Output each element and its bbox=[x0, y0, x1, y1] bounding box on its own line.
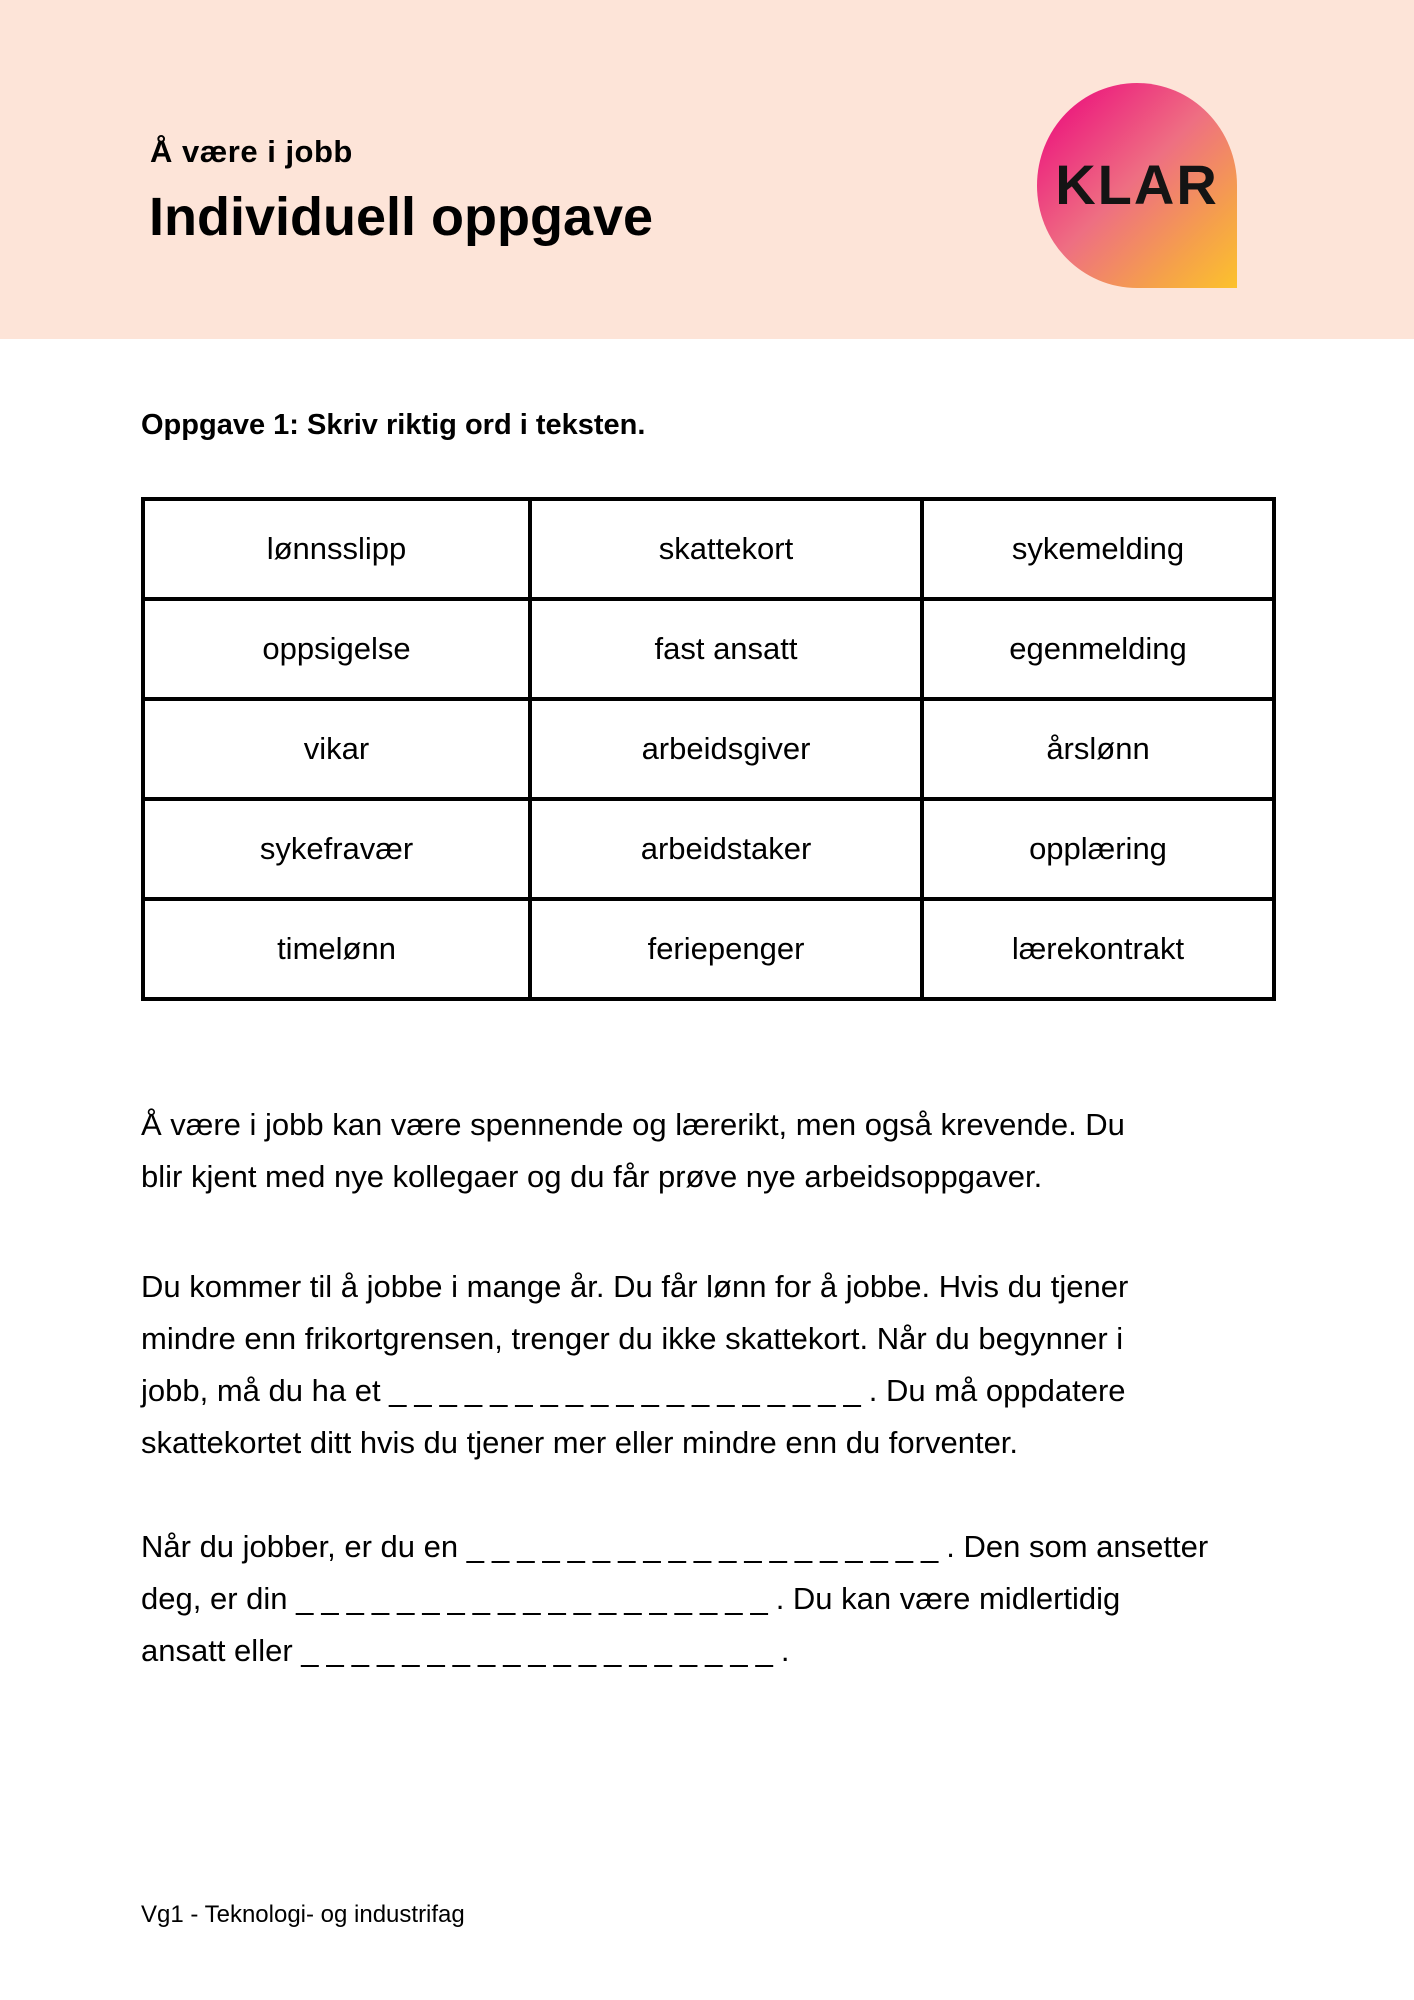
text-segment: . Du må oppdatere bbox=[868, 1373, 1126, 1408]
fill-in-blank: ___________________ bbox=[466, 1529, 947, 1564]
text-segment: Når du jobber, er du en bbox=[141, 1529, 467, 1564]
text-segment: jobb, må du ha et bbox=[141, 1373, 390, 1408]
text-line bbox=[141, 1521, 1391, 1573]
fill-in-blank: ___________________ bbox=[389, 1373, 869, 1408]
word-cell: opplæring bbox=[922, 799, 1274, 899]
text-line: Å være i jobb kan være spennende og lærerikt, men også krevende. Du bbox=[141, 1107, 1125, 1142]
word-cell: årslønn bbox=[922, 699, 1274, 799]
text-line: mindre enn frikortgrensen, trenger du ikke skattekort. Når du begynner i bbox=[141, 1321, 1124, 1356]
word-cell: arbeidsgiver bbox=[530, 699, 922, 799]
fill-in-blank: ___________________ bbox=[296, 1581, 776, 1616]
text-segment: ansatt eller bbox=[141, 1633, 302, 1668]
text-line bbox=[141, 1573, 1391, 1625]
word-cell: sykefravær bbox=[143, 799, 530, 899]
page-title: Individuell oppgave bbox=[149, 187, 654, 247]
word-cell: arbeidstaker bbox=[530, 799, 922, 899]
text-segment: . bbox=[780, 1633, 790, 1668]
table-row bbox=[143, 599, 1274, 699]
text-segment: deg, er din bbox=[141, 1581, 297, 1616]
word-cell: feriepenger bbox=[530, 899, 922, 999]
task-heading: Oppgave 1: Skriv riktig ord i teksten. bbox=[141, 409, 646, 441]
word-cell: lærekontrakt bbox=[922, 899, 1274, 999]
paragraph-3 bbox=[141, 1521, 1391, 1677]
word-bank-table bbox=[141, 497, 1276, 1001]
word-cell: oppsigelse bbox=[143, 599, 530, 699]
text-segment: . Du kan være midlertidig bbox=[775, 1581, 1121, 1616]
text-line bbox=[141, 1625, 1391, 1677]
word-cell: lønnsslipp bbox=[143, 499, 530, 599]
klar-logo-text: KLAR bbox=[1055, 153, 1219, 216]
klar-logo bbox=[1037, 83, 1237, 288]
word-cell: skattekort bbox=[530, 499, 922, 599]
text-line: skattekortet ditt hvis du tjener mer eller mindre enn du forventer. bbox=[141, 1425, 1019, 1460]
text-segment: . Den som ansetter bbox=[946, 1529, 1209, 1564]
table-row bbox=[143, 799, 1274, 899]
course-subtitle: Å være i jobb bbox=[150, 134, 353, 169]
word-cell: sykemelding bbox=[922, 499, 1274, 599]
word-cell: timelønn bbox=[143, 899, 530, 999]
footer-text: Vg1 - Teknologi- og industrifag bbox=[141, 1901, 465, 1928]
fill-in-blank: ___________________ bbox=[301, 1633, 781, 1668]
table-row bbox=[143, 699, 1274, 799]
text-line: blir kjent med nye kollegaer og du får prøve nye arbeidsoppgaver. bbox=[141, 1159, 1043, 1194]
word-cell: egenmelding bbox=[922, 599, 1274, 699]
word-cell: vikar bbox=[143, 699, 530, 799]
text-line bbox=[141, 1365, 1391, 1417]
header-band bbox=[0, 0, 1414, 339]
paragraph-1 bbox=[141, 1099, 1391, 1203]
table-row bbox=[143, 499, 1274, 599]
text-line: Du kommer til å jobbe i mange år. Du får lønn for å jobbe. Hvis du tjener bbox=[141, 1269, 1129, 1304]
word-cell: fast ansatt bbox=[530, 599, 922, 699]
paragraph-2 bbox=[141, 1261, 1391, 1469]
table-row bbox=[143, 899, 1274, 999]
